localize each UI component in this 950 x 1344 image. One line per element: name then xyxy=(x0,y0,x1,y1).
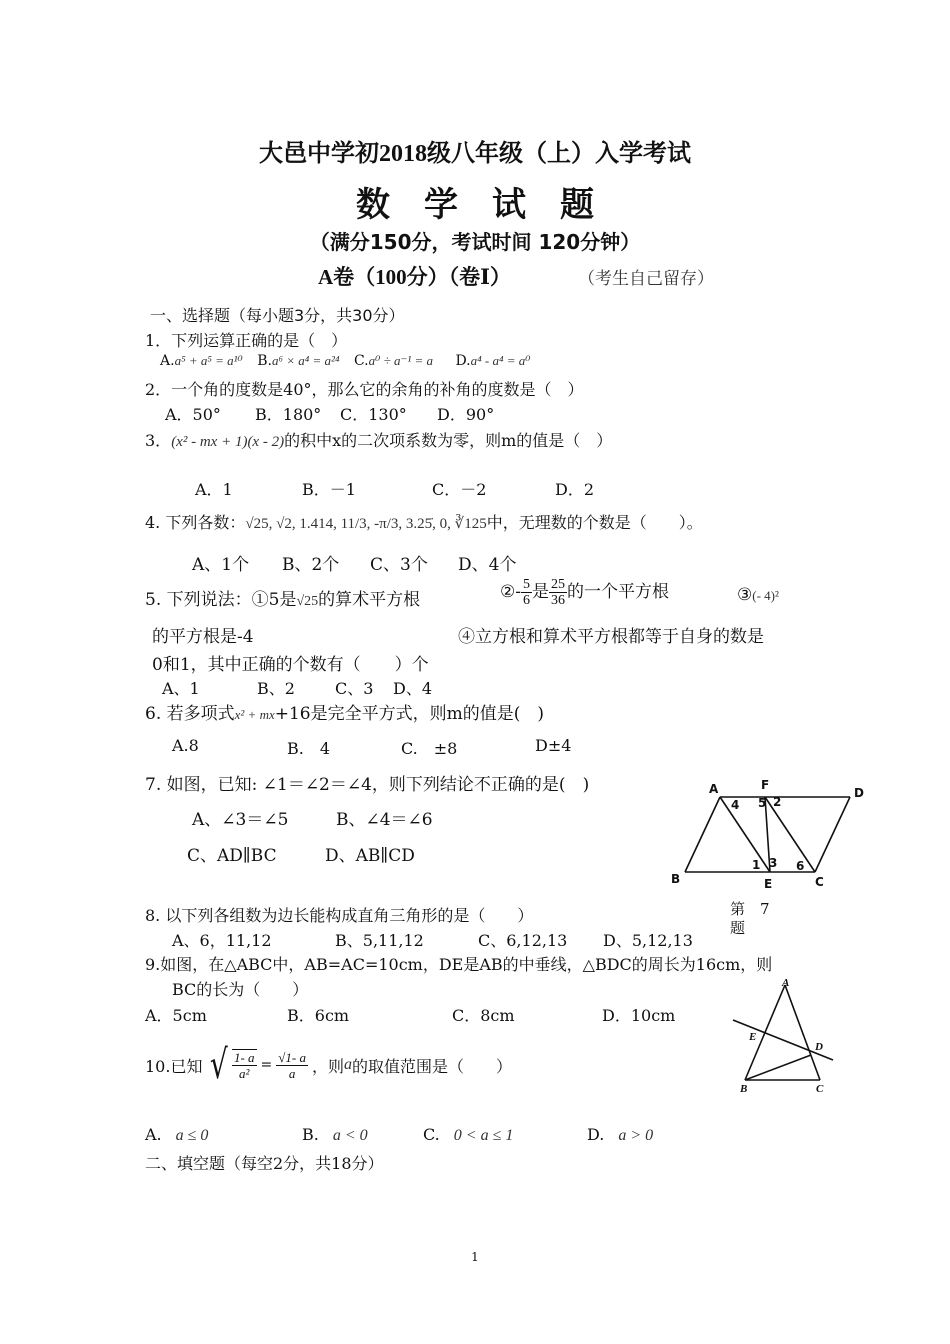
q4-prefix: 4. 下列各数： xyxy=(145,513,246,532)
q6-option-a: A.8 xyxy=(172,736,199,755)
q10-option-c-label: C. xyxy=(423,1125,440,1144)
q5-frac-5-6-den: 6 xyxy=(522,593,530,608)
q5-part-f: ③ xyxy=(737,585,753,605)
q1-stem: 1．下列运算正确的是（ ） xyxy=(145,331,348,350)
q1-option-c: a⁰ ÷ a⁻¹ = a xyxy=(368,353,433,368)
q6-stem xyxy=(145,699,544,724)
fig7-line-dc xyxy=(815,797,850,872)
q10-frac-right xyxy=(276,1050,308,1081)
q4-option-c: C、3个 xyxy=(370,555,428,575)
q5-part-a: 5. 下列说法：①5是 xyxy=(145,590,297,610)
q3-stem xyxy=(145,428,612,451)
q10-var: a xyxy=(344,1056,353,1073)
fig7-label-a: A xyxy=(709,782,719,796)
q10-frac-left-num: 1- a xyxy=(233,1050,255,1065)
q5-part-e: 的一个平方根 xyxy=(566,582,669,602)
subject-title: 数 学 试 题 xyxy=(356,187,594,224)
q10-frac-right-num: √1- a xyxy=(278,1049,306,1065)
fig7-label-3: 3 xyxy=(769,856,778,870)
fig9-line-ac xyxy=(785,985,820,1080)
q8-option-b: B、5,11,12 xyxy=(335,931,424,950)
fig7-label-2: 2 xyxy=(773,795,782,809)
q5-neg4-squared: (- 4)² xyxy=(752,588,779,603)
q2-option-b: B．180° xyxy=(255,405,322,424)
exam-info: （满分150分，考试时间 120分钟） xyxy=(309,230,641,254)
q1-option-b-label: B. xyxy=(257,353,272,369)
q3-option-c: C．－2 xyxy=(432,480,487,499)
q3-expression: (x² - mx + 1)(x - 2) xyxy=(171,434,285,450)
q2-option-c: C．130° xyxy=(340,405,407,424)
q10-option-c xyxy=(423,1125,513,1145)
q4-stem xyxy=(145,510,703,533)
q5-part-c: ②- xyxy=(500,582,521,602)
q10-frac-left xyxy=(232,1049,257,1081)
q5-line3: 0和1，其中正确的个数有（ ）个 xyxy=(152,655,429,675)
q6-part-b: +16是完全平方式，则m的值是( ) xyxy=(274,704,544,724)
q10-option-d-value: a > 0 xyxy=(618,1127,654,1144)
q6-option-c: C. ±8 xyxy=(401,739,458,758)
q1-option-a: a⁵ + a⁵ = a¹⁰ xyxy=(174,353,243,368)
q5-stem-3 xyxy=(737,585,779,605)
q5-part-d: 是 xyxy=(531,582,549,602)
q7-figure xyxy=(665,775,875,895)
q4-stem-text: 中，无理数的个数是（ ）。 xyxy=(486,513,703,532)
q5-stem-2 xyxy=(500,577,669,608)
q9-figure xyxy=(725,975,840,1100)
q9-stem: 9.如图，在△ABC中，AB=AC=10cm，DE是AB的中垂线，△BDC的周长为16cm，则 xyxy=(145,955,773,974)
q5-line2-right: ④立方根和算术平方根都等于自身的数是 xyxy=(458,627,764,647)
q1-option-d: a⁴ - a⁴ = a⁰ xyxy=(470,353,531,368)
q10-part-b: ，则 xyxy=(312,1056,345,1076)
q5-option-d: D、4 xyxy=(393,679,433,698)
q10-option-a-value: a ≤ 0 xyxy=(175,1127,209,1144)
fig7-label-4: 4 xyxy=(731,798,740,812)
q10-option-d-label: D. xyxy=(587,1125,605,1144)
q5-frac-5-6-num: 5 xyxy=(522,577,530,592)
q5-option-c: C、3 xyxy=(335,679,374,698)
q5-sqrt25: √25 xyxy=(296,594,319,609)
q3-stem-text: 的积中x的二次项系数为零，则m的值是（ ） xyxy=(284,431,613,450)
q3-option-a: A．1 xyxy=(195,480,233,499)
q10-frac-right-den: a xyxy=(288,1065,296,1081)
q9-option-c: C．8cm xyxy=(452,1006,515,1025)
q6-part-a: 6. 若多项式 xyxy=(145,704,235,724)
q5-option-a: A、1 xyxy=(162,679,200,698)
q5-stem xyxy=(145,585,420,610)
q4-option-a: A、1个 xyxy=(192,555,250,575)
fig7-label-6: 6 xyxy=(796,859,805,873)
q10-option-b xyxy=(302,1125,368,1145)
q7-stem: 7. 如图，已知: ∠1＝∠2＝∠4，则下列结论不正确的是( ) xyxy=(145,775,590,795)
q4-option-b: B、2个 xyxy=(282,555,340,575)
fig7-line-ab xyxy=(685,797,720,872)
q8-option-d: D、5,12,13 xyxy=(603,931,693,950)
q5-option-b: B、2 xyxy=(257,679,295,698)
q1-options xyxy=(160,353,531,369)
q7-figure-caption: 第 7 题 xyxy=(730,900,770,937)
section1-heading: 一、选择题（每小题3分，共30分） xyxy=(150,306,405,325)
q8-option-a: A、6，11,12 xyxy=(172,931,272,950)
fig7-label-5: 5 xyxy=(758,796,767,810)
q2-stem: 2．一个角的度数是40°，那么它的余角的补角的度数是（ ） xyxy=(145,380,584,399)
fig9-label-a: A xyxy=(782,977,790,989)
q10-option-b-value: a < 0 xyxy=(332,1127,368,1144)
q5-frac-5-6 xyxy=(521,577,532,608)
q10-option-c-value: 0 < a ≤ 1 xyxy=(453,1127,514,1144)
q4-number-list: √25, √2, 1.414, 11/3, -π/3, 3.25̇, 0, ∛125 xyxy=(245,516,487,532)
q9-option-b: B．6cm xyxy=(287,1006,350,1025)
q8-stem: 8. 以下列各组数为边长能构成直角三角形的是（ ） xyxy=(145,906,534,925)
q7-option-d: D、AB∥CD xyxy=(325,846,415,866)
fig9-label-b: B xyxy=(740,1083,748,1095)
q6-option-d: D±4 xyxy=(535,736,572,755)
fig7-label-e: E xyxy=(764,877,773,891)
fig9-line-ed xyxy=(733,1020,833,1060)
q5-part-b: 的算术平方根 xyxy=(318,590,421,610)
q9-option-d: D．10cm xyxy=(602,1006,676,1025)
page-number: 1 xyxy=(471,1250,479,1264)
fig9-label-c: C xyxy=(816,1083,824,1095)
q3-prefix: 3． xyxy=(145,431,172,450)
q1-option-a-label: A. xyxy=(160,353,175,369)
q10-option-a-label: A. xyxy=(145,1125,162,1144)
q7-option-a: A、∠3＝∠5 xyxy=(192,810,289,830)
q9-option-a: A．5cm xyxy=(145,1006,207,1025)
school-title: 大邑中学初2018级八年级（上）入学考试 xyxy=(259,141,691,167)
q3-option-d: D．2 xyxy=(555,480,595,499)
q8-option-c: C、6,12,13 xyxy=(478,931,568,950)
section2-heading: 二、填空题（每空2分，共18分） xyxy=(145,1154,384,1173)
q2-option-a: A．50° xyxy=(165,405,221,424)
q5-line2-left: 的平方根是-4 xyxy=(152,627,254,647)
fig9-label-e: E xyxy=(749,1031,757,1043)
q10-option-a xyxy=(145,1125,208,1145)
q1-option-c-label: C. xyxy=(353,353,369,369)
q2-option-d: D．90° xyxy=(437,405,495,424)
fig9-label-d: D xyxy=(815,1041,823,1053)
q10-stem xyxy=(145,1042,513,1088)
paper-note: （考生自己留存） xyxy=(578,269,714,289)
q10-frac-left-den: a² xyxy=(239,1066,250,1081)
radical-icon: √ xyxy=(210,1042,229,1088)
q5-frac-25-36-den: 36 xyxy=(550,593,565,608)
equals-sign: = xyxy=(260,1057,273,1073)
fig7-label-f: F xyxy=(761,778,770,792)
q5-frac-25-36-num: 25 xyxy=(550,577,565,592)
q10-option-d xyxy=(587,1125,653,1145)
q7-option-b: B、∠4＝∠6 xyxy=(336,810,433,830)
q5-frac-25-36 xyxy=(549,577,567,608)
paper-label: A卷（100分）（卷Ⅰ） xyxy=(318,265,511,289)
q1-option-b: a⁶ × a⁴ = a²⁴ xyxy=(271,353,340,368)
q6-option-b: B. 4 xyxy=(287,739,331,758)
q1-option-d-label: D. xyxy=(455,353,471,369)
q10-part-a: 10.已知 xyxy=(145,1056,203,1076)
fig7-label-d: D xyxy=(854,786,864,800)
fig7-label-1: 1 xyxy=(752,858,761,872)
fig7-label-c: C xyxy=(815,875,824,889)
q10-sqrt-left xyxy=(206,1042,256,1088)
q4-option-d: D、4个 xyxy=(458,555,517,575)
q3-option-b: B．－1 xyxy=(302,480,356,499)
q7-option-c: C、AD∥BC xyxy=(187,846,277,866)
q9-stem-line2: BC的长为（ ） xyxy=(172,980,309,999)
fig9-line-bd xyxy=(745,1055,811,1080)
q6-expression: x² + mx xyxy=(234,707,275,722)
fig7-label-b: B xyxy=(671,872,681,886)
q10-part-c: 的取值范围是（ ） xyxy=(352,1056,513,1076)
q10-option-b-label: B. xyxy=(302,1125,319,1144)
